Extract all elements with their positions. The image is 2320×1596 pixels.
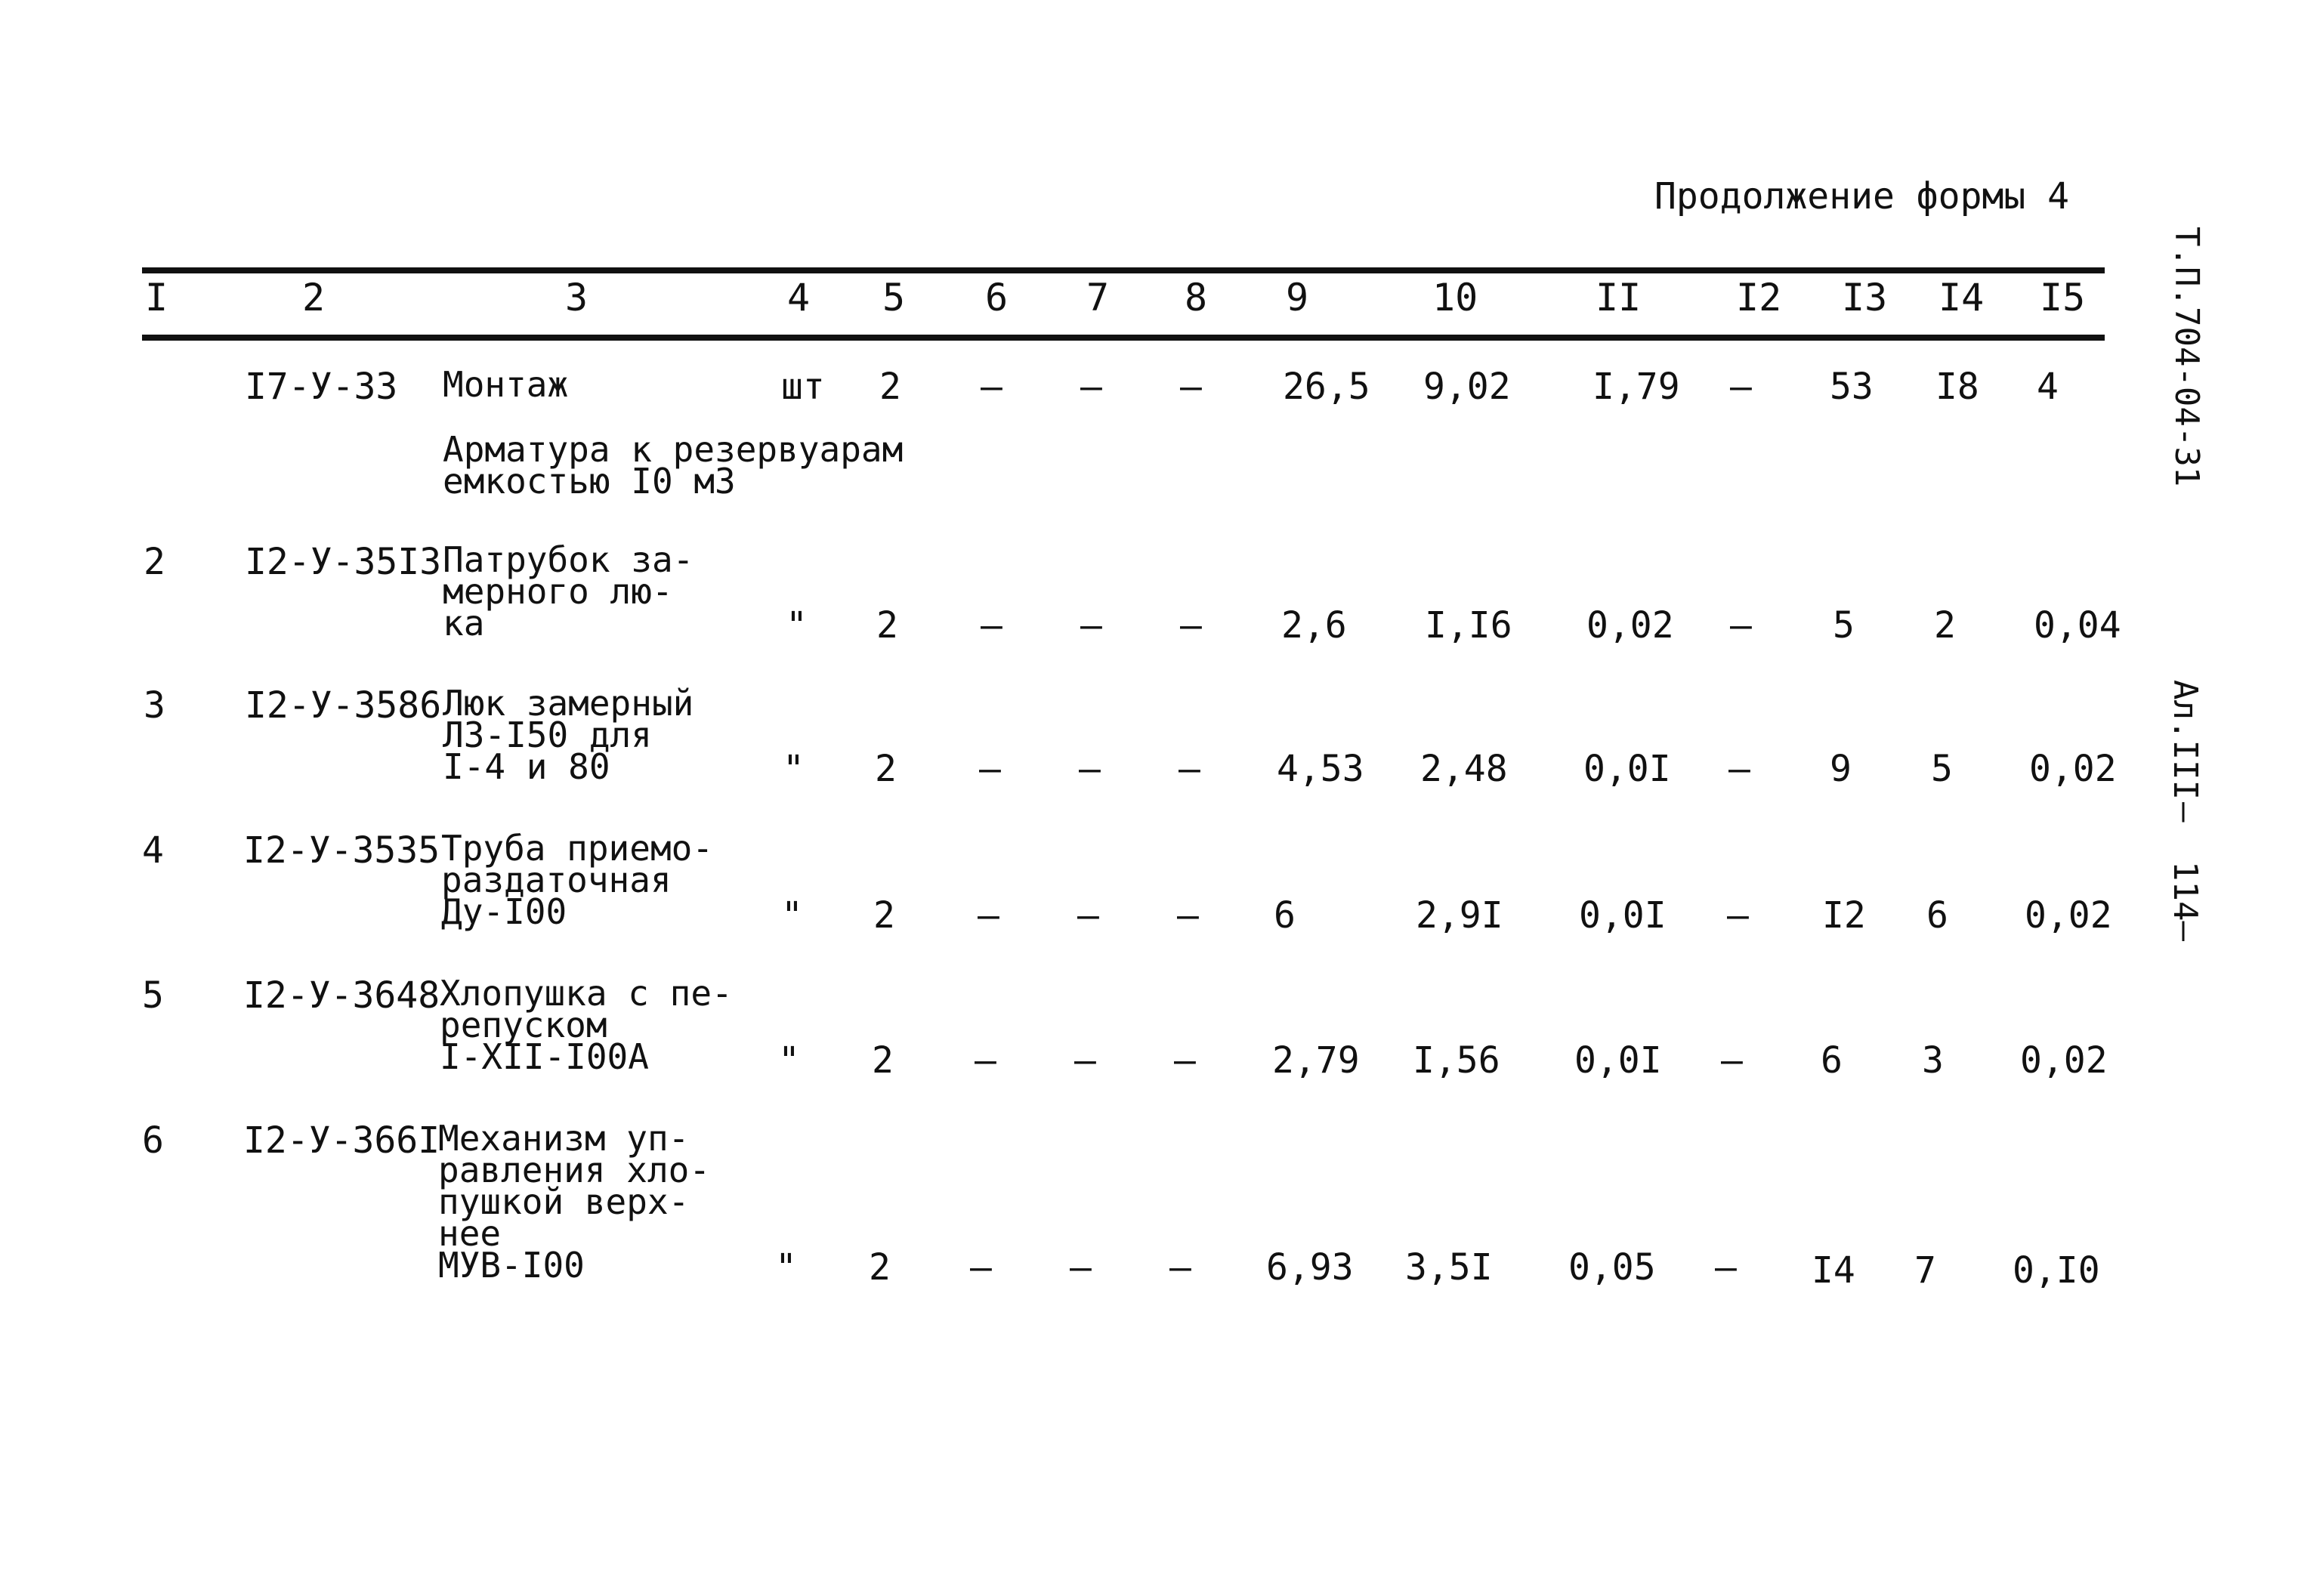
- row-col-14: I8: [1935, 366, 1979, 408]
- row-col-11: I,79: [1592, 366, 1680, 408]
- row-col-7: –: [1077, 894, 1099, 937]
- row-col-12: –: [1727, 894, 1749, 937]
- row-col-10: 3,5I: [1405, 1246, 1493, 1289]
- description-line: Люк замерный: [443, 683, 694, 724]
- row-col-12: –: [1730, 604, 1752, 647]
- row-col-11: 0,05: [1568, 1246, 1656, 1289]
- header-col-12: I2: [1736, 276, 1782, 320]
- header-col-14: I4: [1938, 276, 1985, 320]
- row-col-6: –: [975, 1039, 996, 1082]
- row-col-11: 0,0I: [1583, 748, 1671, 790]
- description-line: равления хло-: [438, 1150, 711, 1190]
- row-quantity: 2: [869, 1246, 891, 1289]
- row-description: [441, 828, 714, 932]
- row-col-7: –: [1074, 1039, 1096, 1082]
- description-line: ЛЗ-I50 для: [443, 715, 652, 755]
- description-line: I-4 и 80: [443, 746, 610, 787]
- row-quantity: 2: [875, 748, 897, 790]
- row-col-15: 0,02: [2029, 748, 2117, 790]
- row-unit: шт: [781, 366, 825, 408]
- header-col-2: 2: [302, 276, 326, 320]
- header-col-4: 4: [787, 276, 811, 320]
- section-title: [443, 429, 904, 502]
- description-line: Ду-I00: [441, 891, 567, 932]
- row-number: 5: [142, 974, 164, 1017]
- row-code: I2-У-366I: [243, 1119, 440, 1162]
- row-col-14: 3: [1922, 1039, 1944, 1082]
- description-line: Механизм уп-: [438, 1118, 690, 1159]
- row-col-15: 0,02: [2020, 1039, 2108, 1082]
- header-col-1: I: [145, 276, 168, 320]
- header-col-8: 8: [1185, 276, 1208, 320]
- row-code: I2-У-3648: [243, 974, 440, 1017]
- row-col-14: 2: [1934, 604, 1956, 647]
- row-code: I2-У-3586: [245, 684, 442, 727]
- row-col-9: 26,5: [1283, 366, 1370, 408]
- row-col-7: –: [1080, 604, 1102, 647]
- description-line: Хлопушка с пе-: [440, 973, 733, 1014]
- row-quantity: 2: [879, 366, 901, 408]
- row-col-11: 0,02: [1586, 604, 1674, 647]
- row-col-13: 53: [1830, 366, 1874, 408]
- row-col-7: –: [1080, 366, 1102, 408]
- row-col-6: –: [981, 604, 1002, 647]
- header-col-10: 10: [1432, 276, 1478, 320]
- row-code: I2-У-35I3: [245, 541, 442, 583]
- row-col-8: –: [1177, 894, 1199, 937]
- row-col-8: –: [1169, 1246, 1191, 1289]
- row-col-11: 0,0I: [1579, 894, 1667, 937]
- header-col-5: 5: [882, 276, 906, 320]
- description-line: нее: [438, 1213, 502, 1254]
- table-top-rule: [142, 267, 2105, 273]
- row-col-8: –: [1180, 366, 1202, 408]
- row-col-7: –: [1070, 1246, 1092, 1289]
- row-col-6: –: [981, 366, 1002, 408]
- row-col-10: 9,02: [1423, 366, 1511, 408]
- description-line: репуском: [440, 1005, 607, 1045]
- form-continuation-caption: Продолжение формы 4: [1654, 175, 2070, 218]
- row-col-12: –: [1715, 1246, 1737, 1289]
- row-description: [443, 539, 694, 644]
- row-col-12: –: [1721, 1039, 1743, 1082]
- row-unit: ": [775, 1246, 797, 1289]
- row-col-15: 4: [2037, 366, 2059, 408]
- row-code: I2-У-3535: [243, 829, 440, 872]
- row-col-12: –: [1730, 366, 1752, 408]
- row-col-15: 0,02: [2025, 894, 2112, 937]
- row-col-8: –: [1180, 604, 1202, 647]
- row-col-13: I2: [1822, 894, 1866, 937]
- header-col-3: 3: [565, 276, 588, 320]
- row-col-10: I,I6: [1425, 604, 1512, 647]
- row-col-15: 0,I0: [2013, 1249, 2100, 1292]
- document-code-label: Т.П.704-04-31: [2167, 227, 2206, 487]
- header-col-11: II: [1596, 276, 1642, 320]
- row-col-14: 6: [1926, 894, 1948, 937]
- row-col-8: –: [1179, 748, 1200, 790]
- row-col-10: I,56: [1413, 1039, 1500, 1082]
- row-col-6: –: [978, 894, 999, 937]
- row-col-9: 2,79: [1272, 1039, 1360, 1082]
- row-number: 4: [142, 829, 164, 872]
- row-quantity: 2: [872, 1039, 894, 1082]
- row-number: 6: [142, 1119, 164, 1162]
- description-line: I-XII-I00A: [440, 1036, 649, 1077]
- row-description: [438, 1118, 711, 1286]
- row-col-9: 2,6: [1281, 604, 1347, 647]
- row-col-13: 5: [1833, 604, 1855, 647]
- row-col-13: 9: [1830, 748, 1852, 790]
- row-description: [443, 683, 694, 787]
- description-line: пушкой верх-: [438, 1181, 690, 1222]
- row-col-9: 6: [1274, 894, 1296, 937]
- description-line: раздаточная: [441, 860, 672, 900]
- description-line: Монтаж: [443, 364, 569, 405]
- row-quantity: 2: [873, 894, 895, 937]
- row-description: [440, 973, 733, 1077]
- row-col-6: –: [979, 748, 1001, 790]
- row-code: I7-У-33: [245, 366, 398, 408]
- row-col-10: 2,9I: [1416, 894, 1503, 937]
- row-unit: ": [786, 604, 808, 647]
- album-dash: –: [2166, 802, 2204, 823]
- description-line: Патрубок за-: [443, 539, 694, 580]
- row-col-9: 4,53: [1277, 748, 1364, 790]
- header-col-6: 6: [985, 276, 1009, 320]
- description-line: ка: [443, 603, 485, 644]
- row-col-6: –: [970, 1246, 992, 1289]
- header-col-13: I3: [1842, 276, 1888, 320]
- row-unit: ": [783, 748, 805, 790]
- row-col-13: 6: [1821, 1039, 1843, 1082]
- row-col-9: 6,93: [1266, 1246, 1354, 1289]
- row-unit: ": [781, 894, 803, 937]
- row-quantity: 2: [876, 604, 898, 647]
- row-col-14: 7: [1914, 1249, 1936, 1292]
- row-col-7: –: [1079, 748, 1101, 790]
- section-title-line: Арматура к резервуарам: [443, 429, 904, 470]
- row-description: [443, 364, 569, 405]
- row-col-8: –: [1174, 1039, 1196, 1082]
- row-col-14: 5: [1931, 748, 1953, 790]
- album-label: Ал.III: [2166, 680, 2204, 800]
- row-col-13: I4: [1812, 1249, 1855, 1292]
- row-col-10: 2,48: [1420, 748, 1508, 790]
- description-line: мерного лю-: [443, 571, 673, 612]
- row-col-15: 0,04: [2034, 604, 2121, 647]
- page-number-label: 114–: [2166, 861, 2204, 941]
- row-col-12: –: [1728, 748, 1750, 790]
- header-col-7: 7: [1086, 276, 1110, 320]
- header-col-15: I5: [2040, 276, 2086, 320]
- section-title-line: емкостью I0 м3: [443, 461, 736, 502]
- table-header-rule: [142, 335, 2105, 341]
- row-unit: ": [778, 1039, 800, 1082]
- row-number: 2: [144, 541, 165, 583]
- description-line: МУВ-I00: [438, 1245, 585, 1286]
- header-col-9: 9: [1286, 276, 1309, 320]
- row-number: 3: [144, 684, 165, 727]
- description-line: Труба приемо-: [441, 828, 714, 869]
- row-col-11: 0,0I: [1574, 1039, 1662, 1082]
